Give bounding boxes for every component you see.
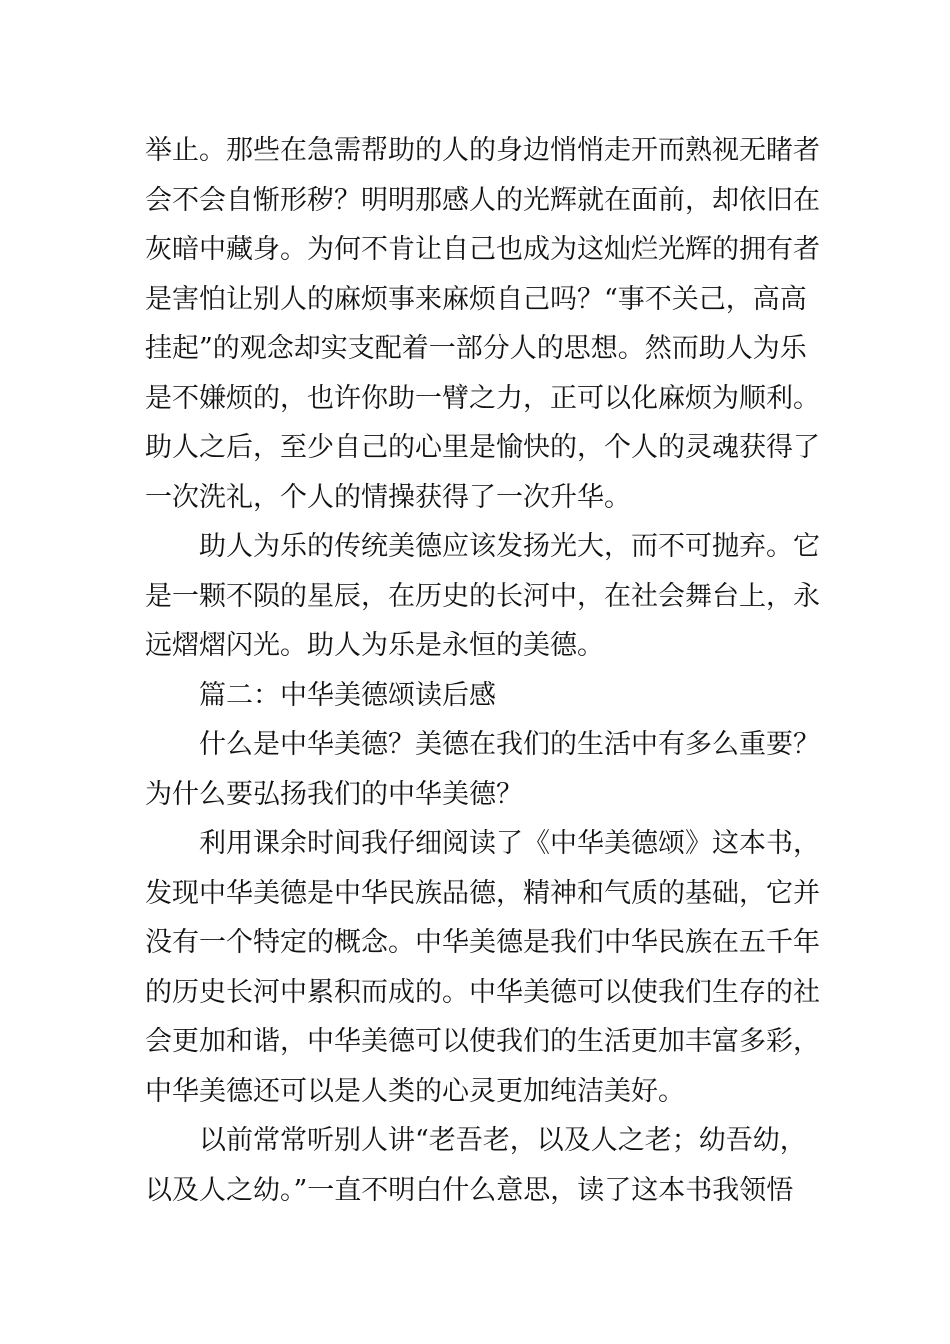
text-line: 一次洗礼，个人的情操获得了一次升华。: [145, 481, 631, 513]
body-text: [145, 126, 820, 1215]
text-line: 会更加和谐，中华美德可以使我们的生活更加丰富多彩，: [145, 1026, 820, 1057]
text-line: 远熠熠闪光。助人为乐是永恒的美德。: [145, 630, 604, 661]
text-line: 是不嫌烦的，也许你助一臂之力，正可以化麻烦为顺利。: [145, 382, 820, 414]
text-line: 是害怕让别人的麻烦事来麻烦自己吗？“事不关己，高高: [145, 283, 807, 315]
paragraph-start-line: 什么是中华美德？美德在我们的生活中有多么重要？: [199, 729, 820, 760]
text-line: 中华美德还可以是人类的心灵更加纯洁美好。: [145, 1075, 685, 1107]
text-line: 发现中华美德是中华民族品德，精神和气质的基础，它并: [145, 877, 820, 909]
text-line: 举止。那些在急需帮助的人的身边悄悄走开而熟视无睹者: [145, 135, 820, 166]
text-line: 灰暗中藏身。为何不肯让自己也成为这灿烂光辉的拥有者: [145, 234, 820, 265]
text-line: 是一颗不陨的星辰，在历史的长河中，在社会舞台上，永: [145, 580, 820, 612]
paragraph-start-line: 以前常常听别人讲“老吾老，以及人之老；幼吾幼，: [199, 1125, 807, 1156]
text-line: 没有一个特定的概念。中华美德是我们中华民族在五千年: [145, 927, 820, 958]
text-line: 助人之后，至少自己的心里是愉快的，个人的灵魂获得了: [145, 432, 820, 463]
text-line: 以及人之幼。”一直不明白什么意思，读了这本书我领悟: [145, 1174, 794, 1206]
paragraph-start-line: 利用课余时间我仔细阅读了《中华美德颂》这本书，: [199, 828, 820, 859]
text-line: 挂起”的观念却实支配着一部分人的思想。然而助人为乐: [145, 333, 807, 364]
text-line: 的历史长河中累积而成的。中华美德可以使我们生存的社: [145, 976, 820, 1008]
text-line: 为什么要弘扬我们的中华美德？: [145, 778, 523, 810]
section-heading: 篇二：中华美德颂读后感: [199, 679, 496, 711]
text-line: 会不会自惭形秽？明明那感人的光辉就在面前，却依旧在: [145, 184, 820, 216]
paragraph-start-line: 助人为乐的传统美德应该发扬光大，而不可抛弃。它: [199, 531, 820, 562]
